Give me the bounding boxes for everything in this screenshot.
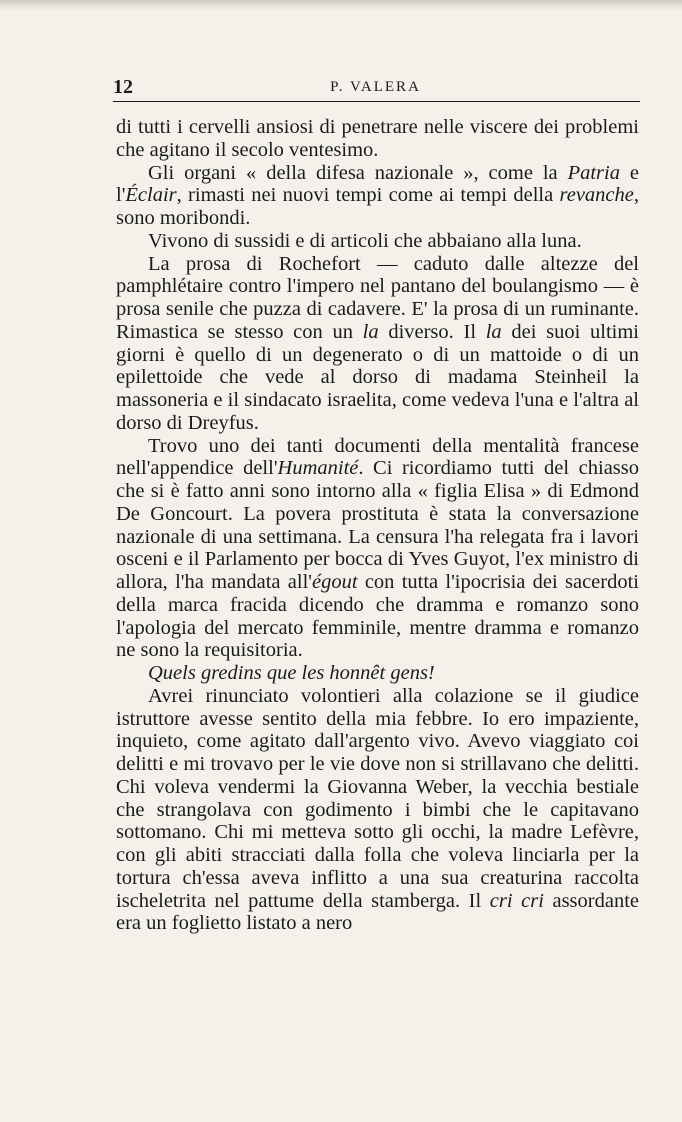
italic-run: la: [485, 320, 502, 343]
page-top-edge: [0, 0, 682, 10]
paragraph-1: [116, 116, 639, 162]
text-run: Avrei rinunciato volontieri alla colazione se il giudice istruttore avesse sentito della mia febbre. Io ero impaziente, inquieto, come agitato dall'argento vivo. Avevo viaggiato coi delitti e mi trovavo per le vie dove non si strillavano che delitti. Chi voleva vendermi la Giovanna Weber, la vecchia bestiale che strangolava con godimento i bimbi che le capitavano sottomano. Chi mi metteva sotto gli occhi, la madre Lefèvre, con gli abiti stracciati dalla folla che voleva linciarla per la tortura ch'essa aveva inflitto a una sua creaturina raccolta ischeletrita nel pattume della stamberga. Il: [116, 684, 639, 912]
italic-run: cri cri: [489, 889, 544, 912]
paragraph-2: [116, 162, 639, 230]
text-run: Quels gredins que les honnêt gens!: [148, 662, 435, 684]
text-run: di tutti i cervelli ansiosi di penetrare nelle viscere dei problemi che agitano il secolo ventesimo.: [116, 116, 639, 161]
text-run: assordante era un foglietto listato a nero: [116, 889, 639, 935]
italic-run: Patria: [567, 161, 620, 184]
text-run: . Ci ricordiamo tutti del chiasso che si è fatto anni sono intorno alla « figlia Elisa » di Edmond De Goncourt. La povera prostituta è stata la conversazione nazionale di una settimana. La censura l'ha relegata fra i lavori osceni e il Parlamento per bocca di Yves Guyot, l'ex ministro di allora, l'ha mandata all': [116, 457, 639, 593]
italic-run: égout: [312, 571, 358, 593]
text-run: La prosa di Rochefort — caduto dalle altezze del pamphlétaire contro l'impero nel pantano del boulangismo — è prosa senile che puzza di cadavere. E' la prosa di un ruminante. Rimastica se stesso con un: [116, 252, 639, 343]
italic-run: la: [362, 320, 379, 343]
text-run: con tutta l'ipocrisia dei sacerdoti della marca fracida dicendo che dramma e romanzo sono l'apologia del mercato femminile, mentre dramma e romanzo ne sono la requisitoria.: [116, 571, 639, 662]
text-run: Gli organi « della difesa nazionale », come la: [148, 161, 568, 184]
text-run: dei suoi ultimi giorni è quello di un degenerato o di un mattoide o di un epilettoide che vede al dorso di madama Steinheil la massoneria e il sindacato israelita, come vedeva l'una e l'altra al dorso di Dreyfus.: [116, 320, 639, 434]
text-run: Trovo uno dei tanti documenti della mentalità francese nell'appendice dell': [116, 434, 639, 480]
italic-run: Éclair: [125, 184, 177, 207]
header-rule: [113, 101, 640, 102]
page-number: 12: [113, 76, 133, 98]
paragraph-3: [116, 230, 639, 253]
paragraph-4: [116, 253, 639, 435]
body-text: [116, 116, 639, 935]
text-run: Vivono di sussidi e di articoli che abbaiano alla luna.: [148, 229, 582, 252]
running-head: P. VALERA: [330, 79, 421, 95]
italic-run: Humanité: [277, 457, 359, 480]
paragraph-6-quote: [116, 662, 639, 685]
text-run: , sono moribondi.: [116, 184, 639, 229]
text-run: diverso. Il: [378, 320, 486, 343]
text-run: , rimasti nei nuovi tempi come ai tempi della: [176, 184, 560, 207]
text-run: e l': [116, 161, 639, 207]
paragraph-5: [116, 435, 639, 663]
page-header: [113, 76, 638, 100]
paragraph-7: [116, 685, 639, 935]
italic-run: revanche: [559, 184, 634, 207]
